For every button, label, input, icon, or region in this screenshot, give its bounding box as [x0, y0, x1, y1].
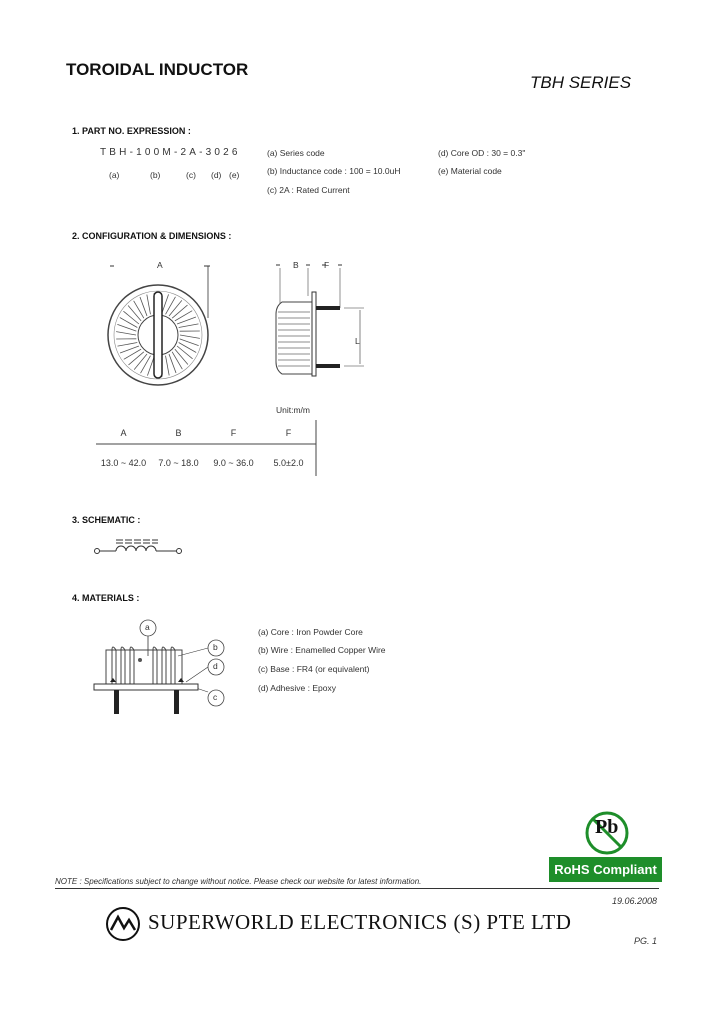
document-title: TOROIDAL INDUCTOR	[66, 60, 249, 79]
part-item-a: (a) Series code	[267, 148, 325, 158]
material-item-base: (c) Base : FR4 (or equivalent)	[258, 664, 370, 674]
rohs-compliant-badge: RoHS Compliant	[549, 857, 662, 882]
material-item-core: (a) Core : Iron Powder Core	[258, 627, 363, 637]
callout-c: c	[213, 692, 218, 702]
code-letter-e: (e)	[229, 170, 240, 180]
pb-symbol-text: Pb	[595, 816, 619, 838]
toroid-side-view-drawing	[270, 258, 380, 378]
footer-divider	[55, 888, 659, 889]
material-item-adhesive: (d) Adhesive : Epoxy	[258, 683, 336, 693]
dim-label-l: L	[355, 336, 360, 346]
part-item-e: (e) Material code	[438, 166, 502, 176]
table-header-b: B	[175, 428, 182, 438]
table-value-f1: 9.0 ~ 36.0	[213, 458, 254, 468]
series-name: TBH SERIES	[530, 73, 632, 92]
part-item-d: (d) Core OD : 30 = 0.3"	[438, 148, 526, 158]
section-schematic-heading: 3. SCHEMATIC :	[72, 515, 141, 525]
callout-b: b	[213, 642, 218, 652]
table-value-f2: 5.0±2.0	[273, 458, 304, 468]
dim-label-b: B	[293, 260, 299, 270]
part-item-b: (b) Inductance code : 100 = 10.0uH	[267, 166, 401, 176]
code-letter-b: (b)	[150, 170, 161, 180]
code-letter-a: (a)	[109, 170, 120, 180]
dim-label-f: F	[324, 260, 330, 270]
table-value-a: 13.0 ~ 42.0	[100, 458, 147, 468]
code-letter-d: (d)	[211, 170, 222, 180]
material-item-wire: (b) Wire : Enamelled Copper Wire	[258, 645, 386, 655]
page-number: PG. 1	[634, 936, 658, 946]
document-date: 19.06.2008	[612, 896, 658, 906]
toroid-top-view-drawing	[100, 258, 230, 398]
callout-d: d	[213, 661, 218, 671]
code-letter-c: (c)	[186, 170, 196, 180]
table-header-f2: F	[285, 428, 292, 438]
part-number-code: TBH-100M-2A-3026	[100, 147, 241, 158]
section-materials-heading: 4. MATERIALS :	[72, 593, 140, 603]
section-config-heading: 2. CONFIGURATION & DIMENSIONS :	[72, 231, 232, 241]
table-header-a: A	[120, 428, 127, 438]
table-value-b: 7.0 ~ 18.0	[158, 458, 199, 468]
footer-note: NOTE : Specifications subject to change without notice. Please check our website for latest information.	[55, 877, 422, 886]
unit-label: Unit:m/m	[276, 405, 310, 415]
part-item-c: (c) 2A : Rated Current	[267, 185, 350, 195]
dim-label-a: A	[157, 260, 163, 270]
inductor-schematic-symbol	[92, 536, 192, 560]
section-part-no-heading: 1. PART NO. EXPRESSION :	[72, 126, 191, 136]
company-name: SUPERWORLD ELECTRONICS (S) PTE LTD	[148, 910, 572, 934]
callout-a: a	[145, 622, 150, 632]
table-header-f1: F	[230, 428, 237, 438]
company-logo-icon	[105, 906, 141, 942]
